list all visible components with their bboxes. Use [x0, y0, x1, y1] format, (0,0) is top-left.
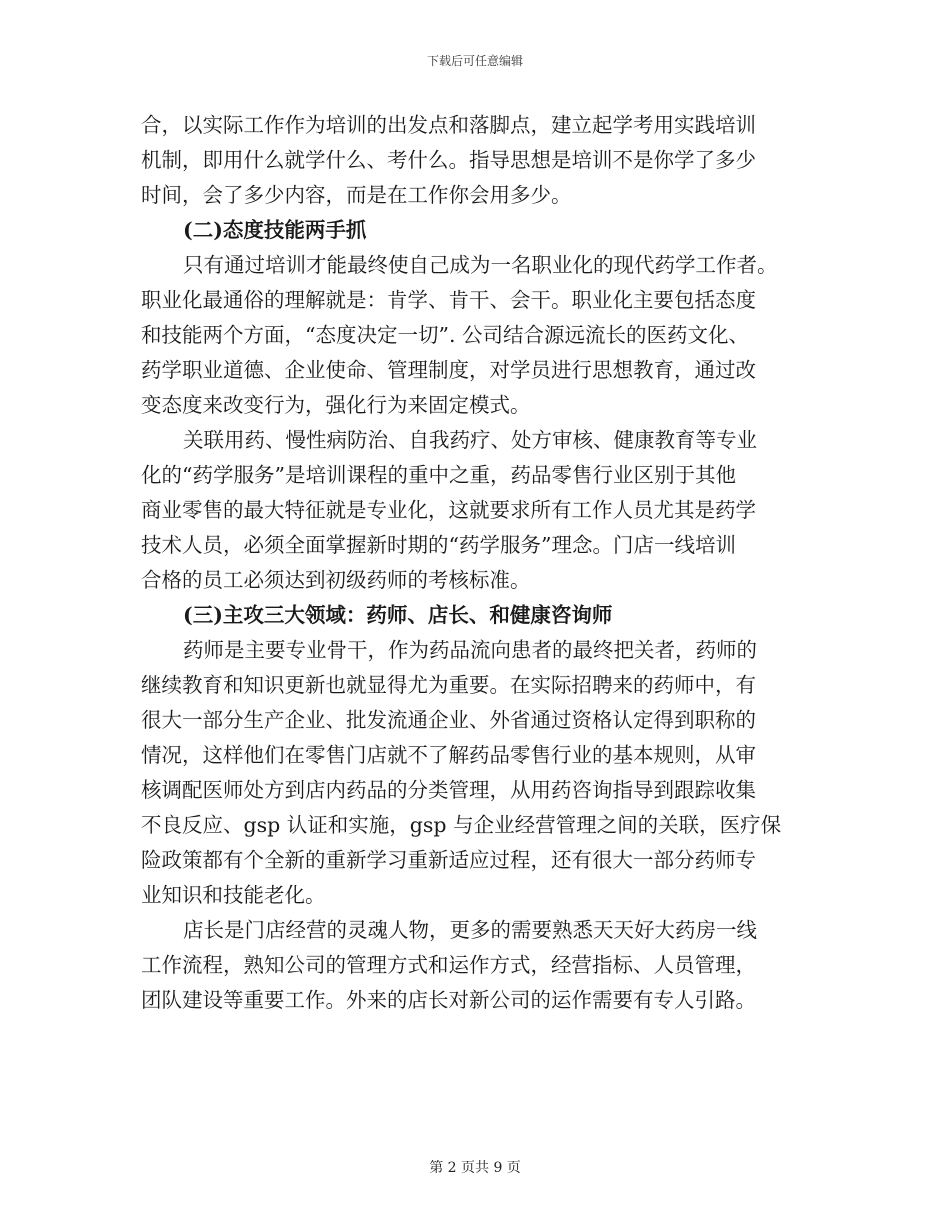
body-line: 商业零售的最大特征就是专业化，这就要求所有工作人员尤其是药学: [141, 498, 756, 522]
body-line: 技术人员，必须全面掌握新时期的“药学服务”理念。门店一线培训: [141, 533, 736, 557]
body-line: 很大一部分生产企业、批发流通企业、外省通过资格认定得到职称的: [141, 708, 756, 732]
body-line: 继续教育和知识更新也就显得尤为重要。在实际招聘来的药师中，有: [141, 673, 756, 697]
body-line: 职业化最通俗的理解就是：肯学、肯干、会干。职业化主要包括态度: [141, 288, 756, 312]
document-body: [141, 108, 807, 1018]
body-line: 化的“药学服务”是培训课程的重中之重，药品零售行业区别于其他: [141, 463, 736, 487]
section-heading-attitude-skills: (二)态度技能两手抓: [183, 218, 367, 242]
body-line: 和技能两个方面，“态度决定一切”. 公司结合源远流长的医药文化、: [141, 323, 749, 347]
body-line: 机制，即用什么就学什么、考什么。指导思想是培训不是你学了多少: [141, 148, 756, 172]
body-line: 不良反应、gsp 认证和实施，gsp 与企业经营管理之间的关联，医疗保: [141, 813, 782, 837]
paragraph-start-line: 只有通过培训才能最终使自己成为一名职业化的现代药学工作者。: [183, 253, 778, 277]
body-line: 药学职业道德、企业使命、管理制度，对学员进行思想教育，通过改: [141, 358, 756, 382]
section-heading-three-areas: (三)主攻三大领域：药师、店长、和健康咨询师: [183, 603, 613, 627]
paragraph-start-line: 店长是门店经营的灵魂人物，更多的需要熟悉天天好大药房一线: [183, 918, 757, 942]
body-line: 险政策都有个全新的重新学习重新适应过程，还有很大一部分药师专: [141, 848, 756, 872]
body-line: 变态度来改变行为，强化行为来固定模式。: [141, 393, 531, 417]
body-line: 合格的员工必须达到初级药师的考核标准。: [141, 568, 531, 592]
paragraph-start-line: 药师是主要专业骨干，作为药品流向患者的最终把关者，药师的: [183, 638, 757, 662]
paragraph-start-line: 关联用药、慢性病防治、自我药疗、处方审核、健康教育等专业: [183, 428, 757, 452]
page-header-note: 下载后可任意编辑: [426, 54, 523, 68]
body-line: 情况，这样他们在零售门店就不了解药品零售行业的基本规则，从审: [141, 743, 756, 767]
body-line: 合，以实际工作作为培训的出发点和落脚点，建立起学考用实践培训: [141, 113, 756, 137]
page-number-footer: 第 2 页共 9 页: [429, 1160, 521, 1176]
body-line: 工作流程，熟知公司的管理方式和运作方式，经营指标、人员管理，: [141, 953, 756, 977]
body-line: 业知识和技能老化。: [141, 883, 326, 907]
body-line: 核调配医师处方到店内药品的分类管理，从用药咨询指导到跟踪收集: [141, 778, 756, 802]
body-line: 团队建设等重要工作。外来的店长对新公司的运作需要有专人引路。: [141, 988, 756, 1012]
body-line: 时间，会了多少内容，而是在工作你会用多少。: [141, 183, 572, 207]
